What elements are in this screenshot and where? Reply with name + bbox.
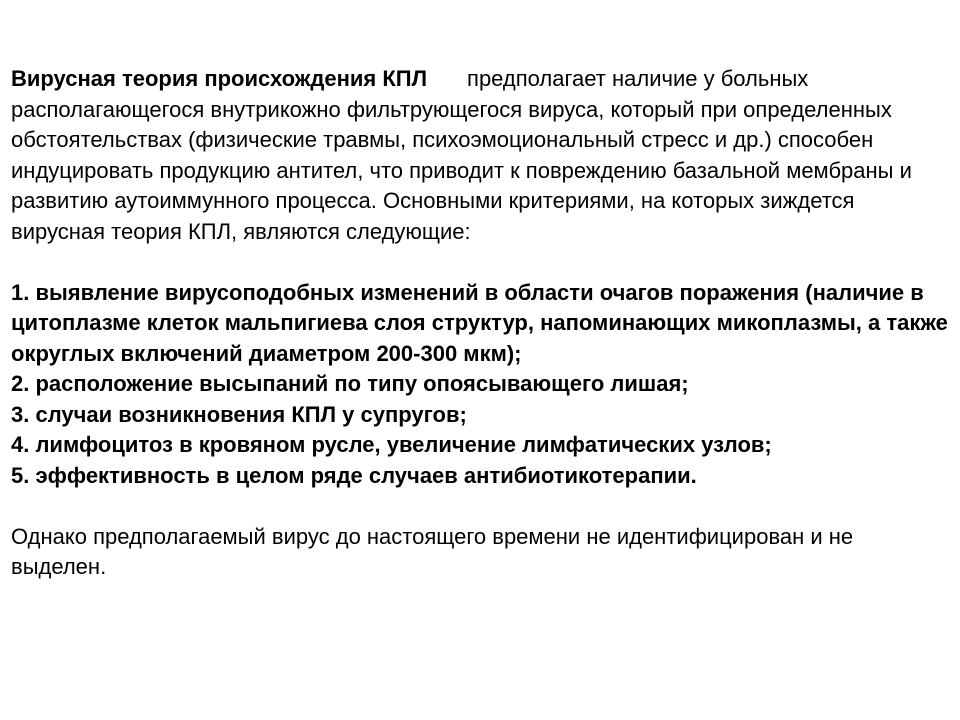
- criteria-item: 5. эффективность в целом ряде случаев антибиотикотерапии.: [11, 462, 697, 488]
- spacer: [11, 491, 951, 522]
- criteria-item: 4. лимфоцитоз в кровяном русле, увеличение лимфатических узлов;: [11, 432, 772, 457]
- conclusion-paragraph: Однако предполагаемый вирус до настоящего времени не идентифицирован и не выделен.: [11, 523, 854, 579]
- slide-text-body: [11, 64, 951, 583]
- intro-paragraph: [11, 64, 951, 247]
- criteria-item: 3. случаи возникновения КПЛ у супругов;: [11, 401, 467, 427]
- intro-text: предполагает наличие у больных располагающегося внутрикожно фильтрующегося вируса, который при определенных обстоятельствах (физические травмы, психоэмоциональный стресс и др.) способен индуцировать продукцию антител, что приводит к повреждению базальной мембраны и развитию аутоиммунного процесса. Основными критериями, на которых зиждется вирусная теория КПЛ, являются следующие:: [11, 66, 912, 244]
- criteria-item: 1. выявление вирусоподобных изменений в области очагов поражения (наличие в цитоплазме клеток мальпигиева слоя структур, напоминающих микоплазмы, а также округлых включений диаметром 200-300 мкм);: [11, 279, 948, 366]
- spacer: [11, 247, 951, 278]
- intro-heading: Вирусная теория происхождения КПЛ: [11, 66, 428, 91]
- criteria-item: 2. расположение высыпаний по типу опоясывающего лишая;: [11, 371, 689, 396]
- criteria-list: [11, 278, 951, 492]
